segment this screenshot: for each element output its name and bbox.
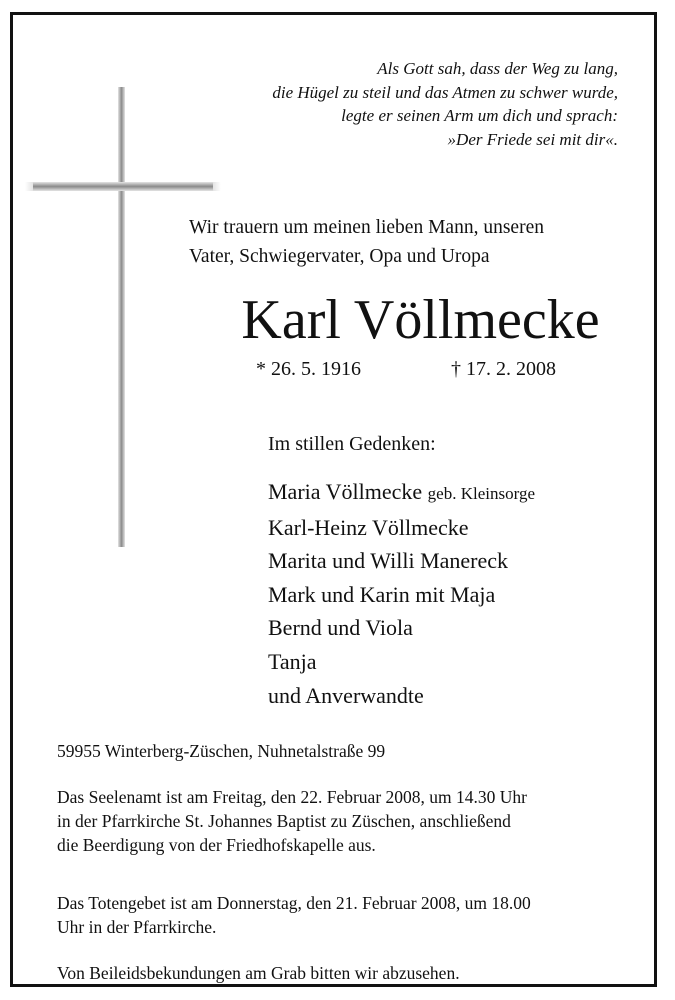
wake-info xyxy=(57,891,657,939)
mourner: Tanja xyxy=(268,648,317,674)
family-address: 59955 Winterberg-Züschen, Nuhnetalstraße 99 xyxy=(57,741,386,761)
mourner: und Anverwandte xyxy=(268,682,424,708)
mourner xyxy=(268,475,535,511)
deceased-name: Karl Völlmecke xyxy=(241,289,600,351)
death-date: † 17. 2. 2008 xyxy=(451,358,556,380)
cross-icon-crossbar xyxy=(33,182,213,191)
wake-line: Uhr in der Pfarrkirche. xyxy=(57,917,217,937)
maiden-name-note: geb. Kleinsorge xyxy=(427,484,535,503)
verse-line: die Hügel zu steil und das Atmen zu schwer wurde, xyxy=(272,82,618,102)
requiem-line: die Beerdigung von der Friedhofskapelle aus. xyxy=(57,835,376,855)
verse-line: legte er seinen Arm um dich und sprach: xyxy=(341,106,618,125)
intro-line: Wir trauern um meinen lieben Mann, unseren xyxy=(189,217,544,238)
requiem-line: Das Seelenamt ist am Freitag, den 22. Februar 2008, um 14.30 Uhr xyxy=(57,787,527,807)
intro-text xyxy=(189,213,544,271)
mourner: Bernd und Viola xyxy=(268,615,413,641)
mourner: Karl-Heinz Völlmecke xyxy=(268,514,469,540)
requiem-line: in der Pfarrkirche St. Johannes Baptist zu Züschen, anschließend xyxy=(57,811,511,831)
mourner-name: Maria Völlmecke xyxy=(268,479,423,504)
mourner: Mark und Karin mit Maja xyxy=(268,581,496,607)
wake-line: Das Totengebet ist am Donnerstag, den 21. Februar 2008, um 18.00 xyxy=(57,893,531,913)
obituary-frame xyxy=(10,12,657,987)
verse xyxy=(272,57,618,151)
verse-line: Als Gott sah, dass der Weg zu lang, xyxy=(377,59,618,78)
mourner: Marita und Willi Manereck xyxy=(268,548,509,574)
mourners-list xyxy=(268,475,535,712)
intro-line: Vater, Schwiegervater, Opa und Uropa xyxy=(189,246,490,267)
requiem-info xyxy=(57,785,657,857)
memory-heading: Im stillen Gedenken: xyxy=(268,433,436,455)
condolence-note: Von Beileidsbekundungen am Grab bitten wir abzusehen. xyxy=(57,963,460,983)
verse-line: »Der Friede sei mit dir«. xyxy=(447,129,618,149)
birth-date: * 26. 5. 1916 xyxy=(256,358,361,380)
